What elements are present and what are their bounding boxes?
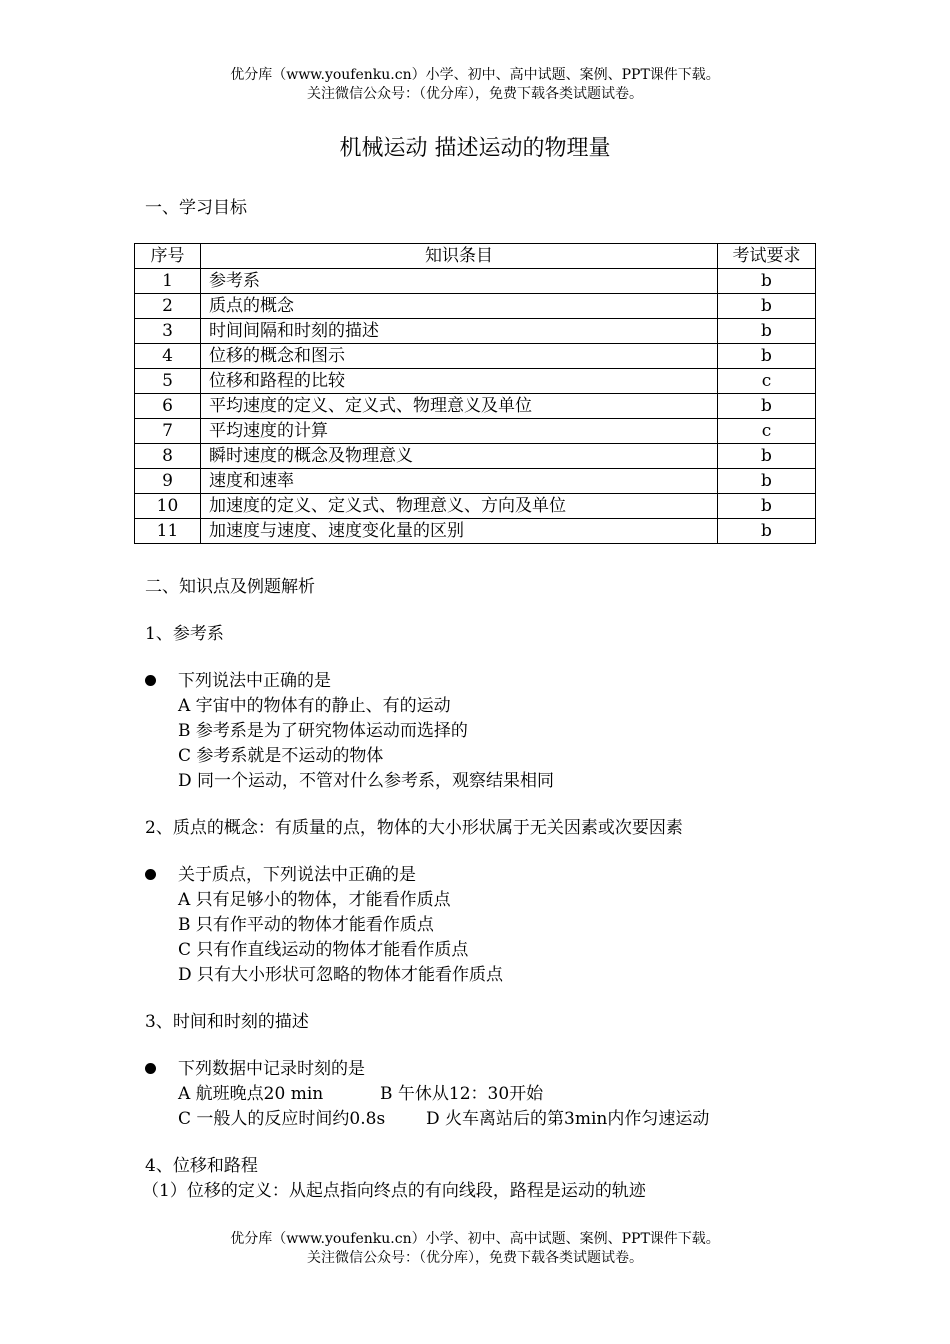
row-number: 1 <box>135 269 201 294</box>
row-item: 平均速度的定义、定义式、物理意义及单位 <box>201 394 718 419</box>
row-number: 4 <box>135 344 201 369</box>
header-line-2: 关注微信公众号：（优分库），免费下载各类试题试卷。 <box>307 86 643 102</box>
row-number: 5 <box>135 369 201 394</box>
row-item: 加速度与速度、速度变化量的区别 <box>201 519 718 544</box>
row-requirement: b <box>718 394 816 419</box>
learning-goals-table <box>134 243 816 544</box>
row-item: 加速度的定义、定义式、物理意义、方向及单位 <box>201 494 718 519</box>
row-requirement: b <box>718 444 816 469</box>
topic3-option-b: B 午休从12：30开始 <box>380 1084 544 1104</box>
row-number: 10 <box>135 494 201 519</box>
topic3-heading: 3、时间和时刻的描述 <box>145 1012 309 1032</box>
footer-line-2: 关注微信公众号：（优分库），免费下载各类试题试卷。 <box>307 1250 643 1266</box>
row-requirement: c <box>718 369 816 394</box>
topic2-heading: 2、质点的概念：有质量的点，物体的大小形状属于无关因素或次要因素 <box>145 818 683 838</box>
table-row <box>135 394 816 419</box>
row-requirement: b <box>718 344 816 369</box>
row-requirement: b <box>718 269 816 294</box>
section2-heading: 二、知识点及例题解析 <box>145 577 315 597</box>
row-item: 质点的概念 <box>201 294 718 319</box>
topic3-option-a: A 航班晚点20 min <box>178 1084 324 1104</box>
row-requirement: b <box>718 519 816 544</box>
table-row <box>135 369 816 394</box>
topic1-option-d: D 同一个运动，不管对什么参考系，观察结果相同 <box>178 771 555 791</box>
topic2-option-a: A 只有足够小的物体，才能看作质点 <box>178 890 451 910</box>
table-header-row <box>135 244 816 269</box>
table-row <box>135 419 816 444</box>
topic3-option-d: D 火车离站后的第3min内作匀速运动 <box>426 1109 710 1129</box>
row-requirement: b <box>718 469 816 494</box>
row-requirement: b <box>718 319 816 344</box>
row-item: 瞬时速度的概念及物理意义 <box>201 444 718 469</box>
topic3-option-c: C 一般人的反应时间约0.8s <box>178 1109 386 1129</box>
topic3-question: 下列数据中记录时刻的是 <box>178 1059 365 1079</box>
row-number: 11 <box>135 519 201 544</box>
row-requirement: b <box>718 294 816 319</box>
table-row <box>135 319 816 344</box>
topic1-option-b: B 参考系是为了研究物体运动而选择的 <box>178 721 468 741</box>
topic2-option-b: B 只有作平动的物体才能看作质点 <box>178 915 434 935</box>
topic1-option-a: A 宇宙中的物体有的静止、有的运动 <box>178 696 451 716</box>
table-row <box>135 519 816 544</box>
topic1-heading: 1、参考系 <box>145 624 224 644</box>
row-number: 8 <box>135 444 201 469</box>
row-requirement: c <box>718 419 816 444</box>
col-header-item: 知识条目 <box>201 244 718 269</box>
row-number: 3 <box>135 319 201 344</box>
row-number: 2 <box>135 294 201 319</box>
header-line-1: 优分库（www.youfenku.cn）小学、初中、高中试题、案例、PPT课件下载。 <box>230 67 720 83</box>
row-number: 9 <box>135 469 201 494</box>
table-row <box>135 444 816 469</box>
row-number: 7 <box>135 419 201 444</box>
footer-line-1: 优分库（www.youfenku.cn）小学、初中、高中试题、案例、PPT课件下载。 <box>230 1231 720 1247</box>
topic1-option-c: C 参考系就是不运动的物体 <box>178 746 384 766</box>
table-row <box>135 494 816 519</box>
row-item: 速度和速率 <box>201 469 718 494</box>
topic2-question: 关于质点，下列说法中正确的是 <box>178 865 416 885</box>
table-row <box>135 469 816 494</box>
bullet-icon <box>145 1063 156 1074</box>
row-requirement: b <box>718 494 816 519</box>
col-header-requirement: 考试要求 <box>718 244 816 269</box>
row-item: 位移和路程的比较 <box>201 369 718 394</box>
row-item: 参考系 <box>201 269 718 294</box>
table-row <box>135 344 816 369</box>
topic1-question: 下列说法中正确的是 <box>178 671 331 691</box>
topic4-sub1: （1）位移的定义：从起点指向终点的有向线段，路程是运动的轨迹 <box>142 1181 646 1201</box>
row-number: 6 <box>135 394 201 419</box>
table-row <box>135 294 816 319</box>
topic2-option-c: C 只有作直线运动的物体才能看作质点 <box>178 940 469 960</box>
section1-heading: 一、学习目标 <box>145 198 247 218</box>
row-item: 平均速度的计算 <box>201 419 718 444</box>
row-item: 位移的概念和图示 <box>201 344 718 369</box>
col-header-number: 序号 <box>135 244 201 269</box>
table-row <box>135 269 816 294</box>
topic4-heading: 4、位移和路程 <box>145 1156 258 1176</box>
page-title: 机械运动 描述运动的物理量 <box>339 136 611 161</box>
bullet-icon <box>145 675 156 686</box>
topic2-option-d: D 只有大小形状可忽略的物体才能看作质点 <box>178 965 504 985</box>
row-item: 时间间隔和时刻的描述 <box>201 319 718 344</box>
bullet-icon <box>145 869 156 880</box>
